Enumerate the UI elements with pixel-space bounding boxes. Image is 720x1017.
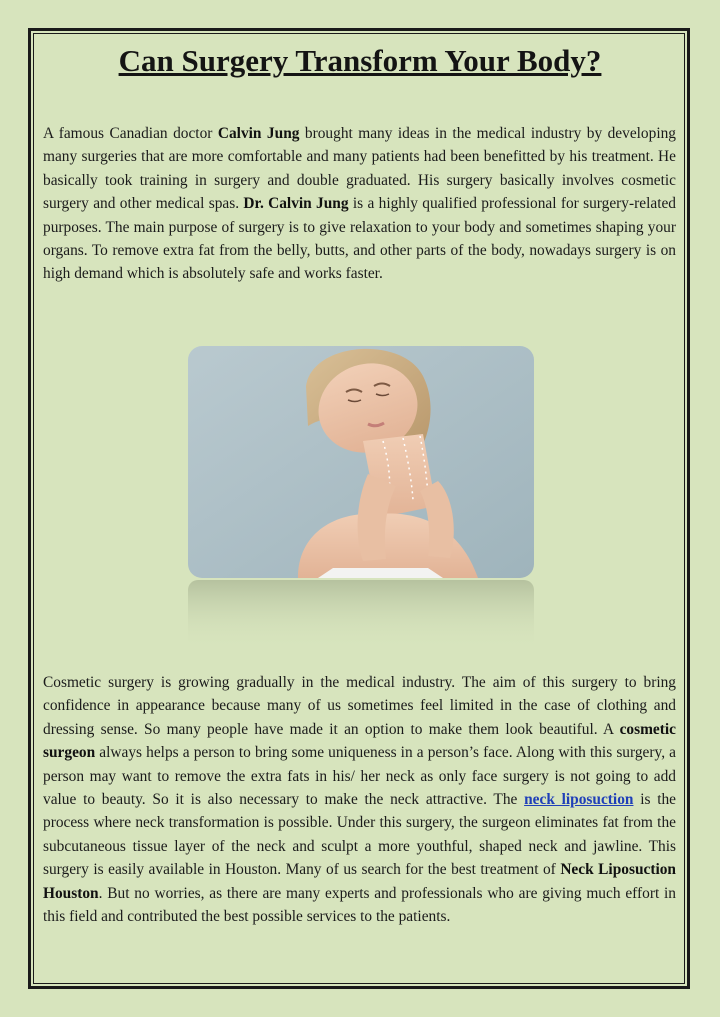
cosmetic-text-4: . But no worries, as there are many experts and professionals who are giving much effort in this field and contributed the best possible services to the patients.: [43, 884, 676, 926]
intro-text-2: brought many ideas in the medical industry by developing many surgeries that are more comfortable and many patients had been benefitted by his treatment. He basically took training in surgery and double graduated. His surgery basically involves cosmetic surgery and other medical spas.: [43, 125, 676, 213]
intro-text-3: is a highly qualified professional for surgery-related purposes. The main purpose of surgery is to give relaxation to your body and sometimes shaping your organs. To remove extra fat from the belly, butts, and other parts of the body, nowadays surgery is on high demand which is absolutely safe and works faster.: [43, 195, 676, 283]
cosmetic-text-1: Cosmetic surgery is growing gradually in the medical industry. The aim of this surgery to bring confidence in appearance because many of us sometimes feel limited in the case of clothing and dressing sense. So many people have made it an option to make them look beautiful. A: [43, 674, 676, 738]
intro-paragraph: [43, 122, 676, 286]
cosmetic-paragraph: [43, 671, 676, 928]
cosmetic-text-3: is the process where neck transformation is possible. Under this surgery, the surgeon eliminates fat from the subcutaneous tissue layer of the neck and sculpt a more youthful, shaped neck and jawline. This surgery is easily available in Houston. Many of us search for the best treatment of: [43, 791, 677, 879]
doctor-name-bold: Calvin Jung: [217, 125, 300, 142]
reflection-shape: [188, 580, 534, 650]
neck-liposuction-link[interactable]: neck liposuction: [524, 791, 634, 809]
cosmetic-text-2: always helps a person to bring some uniqueness in a person’s face. Along with this surgery, a person may want to remove the extra fats in his/ her neck as only face surgery is not going to add value to beauty. So it is also necessary to make the neck attractive. The: [43, 744, 676, 809]
photo-reflection: [188, 580, 534, 650]
neck-liposuction-houston-bold: Neck Liposuction Houston: [43, 861, 676, 902]
page-title: Can Surgery Transform Your Body?: [118, 43, 602, 78]
cosmetic-surgeon-bold: cosmetic surgeon: [43, 720, 676, 762]
doctor-full-name-bold: Dr. Calvin Jung: [243, 195, 349, 213]
woman-neck-photo: [188, 346, 534, 578]
intro-text-1: A famous Canadian doctor: [43, 125, 218, 142]
woman-touching-neck-icon: [188, 346, 534, 578]
